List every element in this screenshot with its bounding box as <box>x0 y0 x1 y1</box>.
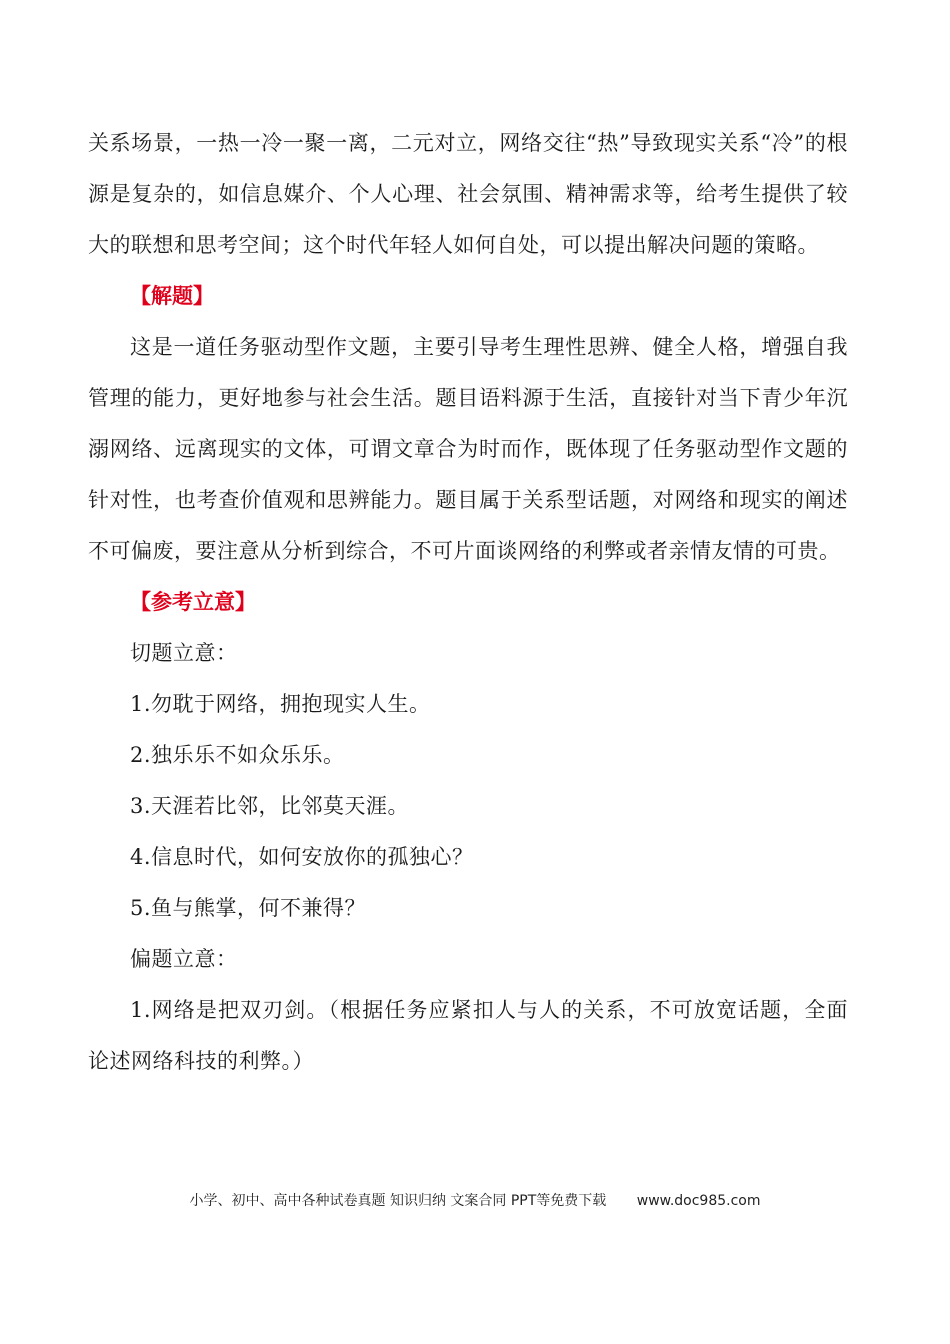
intro-paragraph: 关系场景，一热一冷一聚一离，二元对立，网络交往“热”导致现实关系“冷”的根源是复杂的，如信息媒介、个人心理、社会氛围、精神需求等，给考生提供了较大的联想和思考空间；这个时代年轻人如何自处，可以提出解决问题的策略。 <box>88 131 848 257</box>
list-item: 1.勿耽于网络，拥抱现实人生。 <box>130 692 431 716</box>
page-footer <box>0 1190 950 1210</box>
footer-text: 小学、初中、高中各种试卷真题 知识归纳 文案合同 PPT等免费下载 <box>189 1193 607 1209</box>
footer-url[interactable]: www.doc985.com <box>636 1193 761 1209</box>
cankao-heading: 【参考立意】 <box>130 590 256 614</box>
list-item: 3.天涯若比邻，比邻莫天涯。 <box>130 794 410 818</box>
jieti-heading: 【解题】 <box>130 284 214 308</box>
qieti-list <box>88 679 848 934</box>
list-item: 4.信息时代，如何安放你的孤独心？ <box>130 845 474 869</box>
qieti-label: 切题立意： <box>130 641 238 665</box>
document-body <box>88 118 848 1087</box>
jieti-paragraph: 这是一道任务驱动型作文题，主要引导考生理性思辨、健全人格，增强自我管理的能力，更好地参与社会生活。题目语料源于生活，直接针对当下青少年沉溺网络、远离现实的文体，可谓文章合为时而作，既体现了任务驱动型作文题的针对性，也考查价值观和思辨能力。题目属于关系型话题，对网络和现实的阐述不可偏废，要注意从分析到综合，不可片面谈网络的利弊或者亲情友情的可贵。 <box>88 335 848 563</box>
list-item: 5.鱼与熊掌，何不兼得？ <box>130 896 367 920</box>
pianti-label: 偏题立意： <box>130 947 238 971</box>
pianti-item: 1.网络是把双刃剑。（根据任务应紧扣人与人的关系，不可放宽话题，全面论述网络科技的利弊。） <box>88 998 848 1073</box>
list-item: 2.独乐乐不如众乐乐。 <box>130 743 345 767</box>
